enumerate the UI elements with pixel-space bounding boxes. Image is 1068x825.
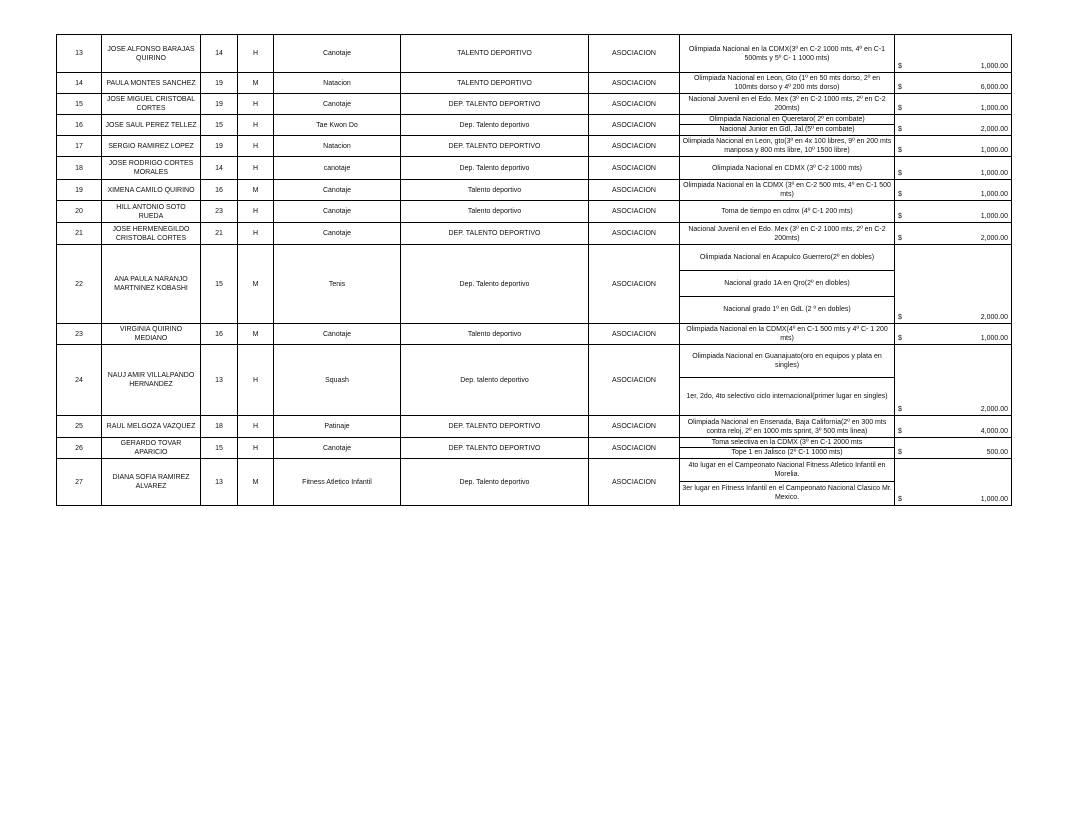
currency-symbol: $ <box>898 335 902 342</box>
athlete-name: JOSE SAUL PEREZ TELLEZ <box>102 115 201 136</box>
achievement-text: Nacional Juvenil en el Edo. Mex (3º en C-2 1000 mts, 2º en C-2 200mts) <box>688 96 886 112</box>
athlete-name: DIANA SOFIA RAMIREZ ALVAREZ <box>102 459 201 506</box>
achievement-text: Nacional grado 1º en GdL (2 º en dobles) <box>680 296 894 322</box>
row-number: 17 <box>57 136 102 157</box>
athlete-age: 19 <box>201 73 238 94</box>
amount-cell <box>895 35 1012 73</box>
amount-value: 1,000.00 <box>980 191 1008 198</box>
row-number: 14 <box>57 73 102 94</box>
athlete-sport: Squash <box>274 345 401 416</box>
amount-value: 1,000.00 <box>980 496 1008 503</box>
achievements-cell <box>680 115 895 136</box>
athlete-age: 21 <box>201 223 238 245</box>
program-name: DEP. TALENTO DEPORTIVO <box>401 416 589 438</box>
achievement-text: Olimpiada Nacional en CDMX (3º C-2 1000 mts) <box>711 164 862 172</box>
athlete-age: 19 <box>201 136 238 157</box>
achievement-text: Olimpiada Nacional en Leon, gto(3º en 4x 100 libres, 9º en 200 mts mariposa y 800 mts libre, 10º 1500 libre) <box>682 138 892 154</box>
row-number: 19 <box>57 180 102 201</box>
amount-cell <box>895 157 1012 180</box>
athlete-name: JOSE RODRIGO CORTES MORALES <box>102 157 201 180</box>
athlete-sex: H <box>238 416 274 438</box>
amount-value: 1,000.00 <box>980 105 1008 112</box>
athlete-age: 13 <box>201 345 238 416</box>
program-name: Dep. talento deportivo <box>401 345 589 416</box>
amount-value: 1,000.00 <box>980 170 1008 177</box>
amount-cell <box>895 324 1012 345</box>
athlete-name: RAUL MELGOZA VAZQUEZ <box>102 416 201 438</box>
athlete-sex: M <box>238 459 274 506</box>
athlete-sex: H <box>238 157 274 180</box>
program-name: TALENTO DEPORTIVO <box>401 73 589 94</box>
achievement-text: Toma de tiempo en cdmx (4º C-1 200 mts) <box>721 208 853 215</box>
athlete-sex: M <box>238 245 274 324</box>
achievements-cell <box>680 345 895 416</box>
row-number: 18 <box>57 157 102 180</box>
athlete-sex: H <box>238 94 274 115</box>
organization-type: ASOCIACION <box>589 73 680 94</box>
athlete-sport: Tae Kwon Do <box>274 115 401 136</box>
currency-symbol: $ <box>898 84 902 91</box>
achievement-text: Toma selectiva en la CDMX (3º en C-1 2000 mts <box>711 439 863 446</box>
achievement-text: Olimpiada Nacional en Leon, Gto (1º en 50 mts dorso, 2º en 100mts dorso y 4º 200 mts dorso) <box>693 75 881 91</box>
currency-symbol: $ <box>898 191 902 198</box>
athlete-name: XIMENA CAMILO QUIRINO <box>102 180 201 201</box>
athlete-sex: H <box>238 345 274 416</box>
amount-value: 6,000.00 <box>980 84 1008 91</box>
program-name: DEP. TALENTO DEPORTIVO <box>401 136 589 157</box>
athlete-sport: Natacion <box>274 136 401 157</box>
athlete-age: 14 <box>201 35 238 73</box>
athlete-age: 15 <box>201 245 238 324</box>
amount-value: 1,000.00 <box>980 335 1008 342</box>
athlete-age: 18 <box>201 416 238 438</box>
athlete-name: JOSE HERMENEGILDO CRISTOBAL CORTES <box>102 223 201 245</box>
amount-cell <box>895 73 1012 94</box>
amount-cell <box>895 416 1012 438</box>
row-number: 25 <box>57 416 102 438</box>
currency-symbol: $ <box>898 105 902 112</box>
table-row <box>57 416 1012 438</box>
athlete-age: 23 <box>201 201 238 223</box>
athlete-sport: Fitness Atletico Infantil <box>274 459 401 506</box>
amount-value: 500.00 <box>986 449 1008 456</box>
athlete-name: ANA PAULA NARANJO MARTNINEZ KOBASHI <box>102 245 201 324</box>
athlete-name: HILL ANTONIO SOTO RUEDA <box>102 201 201 223</box>
achievement-text: Olimpiada Nacional en Queretaro( 2º en combate) <box>709 116 865 123</box>
organization-type: ASOCIACION <box>589 245 680 324</box>
organization-type: ASOCIACION <box>589 35 680 73</box>
table-row <box>57 201 1012 223</box>
athletes-table <box>56 34 1012 506</box>
athlete-name: PAULA MONTES SANCHEZ <box>102 73 201 94</box>
row-number: 15 <box>57 94 102 115</box>
organization-type: ASOCIACION <box>589 345 680 416</box>
athlete-sport: Canotaje <box>274 201 401 223</box>
athlete-age: 16 <box>201 324 238 345</box>
achievement-text: Nacional Juvenil en el Edo. Mex (3º en C-2 1000 mts, 2º en C-2 200mts) <box>688 225 886 242</box>
program-name: DEP. TALENTO DEPORTIVO <box>401 223 589 245</box>
achievements-cell <box>680 459 895 506</box>
achievement-text: Olimpiada Nacional en Ensenada, Baja California(2º en 300 mts contra reloj, 2º en 1000 mts sprint, 3º 500 mts linea) <box>687 418 887 435</box>
currency-symbol: $ <box>898 496 902 503</box>
athlete-name: VIRGINIA QUIRINO MEDIANO <box>102 324 201 345</box>
amount-cell <box>895 115 1012 136</box>
program-name: Dep. Talento deportivo <box>401 459 589 506</box>
athlete-age: 16 <box>201 180 238 201</box>
amount-cell <box>895 223 1012 245</box>
currency-symbol: $ <box>898 428 902 435</box>
amount-value: 1,000.00 <box>980 63 1008 70</box>
program-name: Talento deportivo <box>401 324 589 345</box>
row-number: 13 <box>57 35 102 73</box>
row-number: 26 <box>57 438 102 459</box>
achievements-cell <box>680 180 895 201</box>
achievement-text: Nacional Junior en Gdl, Jal.(5º en combate) <box>680 124 894 134</box>
program-name: TALENTO DEPORTIVO <box>401 35 589 73</box>
row-number: 23 <box>57 324 102 345</box>
currency-symbol: $ <box>898 406 902 413</box>
organization-type: ASOCIACION <box>589 136 680 157</box>
table-row <box>57 136 1012 157</box>
row-number: 24 <box>57 345 102 416</box>
achievements-cell <box>680 94 895 115</box>
amount-cell <box>895 245 1012 324</box>
program-name: Dep. Talento deportivo <box>401 115 589 136</box>
athlete-sport: Natacion <box>274 73 401 94</box>
program-name: Talento deportivo <box>401 201 589 223</box>
athlete-sport: Canotaje <box>274 180 401 201</box>
athlete-sex: M <box>238 324 274 345</box>
achievements-cell <box>680 136 895 157</box>
organization-type: ASOCIACION <box>589 201 680 223</box>
athlete-age: 14 <box>201 157 238 180</box>
organization-type: ASOCIACION <box>589 157 680 180</box>
table-row <box>57 324 1012 345</box>
currency-symbol: $ <box>898 235 902 242</box>
organization-type: ASOCIACION <box>589 115 680 136</box>
athlete-sport: Canotaje <box>274 94 401 115</box>
athlete-sex: H <box>238 201 274 223</box>
athlete-sex: M <box>238 73 274 94</box>
amount-value: 2,000.00 <box>980 126 1008 133</box>
amount-value: 2,000.00 <box>980 406 1008 413</box>
table-row <box>57 157 1012 180</box>
athlete-sex: H <box>238 115 274 136</box>
achievement-text: 4to lugar en el Campeonato Nacional Fitness Atletico Infantil en Morelia. <box>688 462 886 478</box>
organization-type: ASOCIACION <box>589 223 680 245</box>
currency-symbol: $ <box>898 170 902 177</box>
currency-symbol: $ <box>898 126 902 133</box>
athlete-name: GERARDO TOVAR APARICIO <box>102 438 201 459</box>
table-row <box>57 180 1012 201</box>
program-name: DEP. TALENTO DEPORTIVO <box>401 438 589 459</box>
achievement-text: Nacional grado 1A en Qro(2º en dlobles) <box>680 270 894 296</box>
achievements-cell <box>680 438 895 459</box>
currency-symbol: $ <box>898 63 902 70</box>
athlete-sex: H <box>238 35 274 73</box>
athlete-name: JOSE ALFONSO BARAJAS QUIRINO <box>102 35 201 73</box>
row-number: 22 <box>57 245 102 324</box>
athlete-sport: Tenis <box>274 245 401 324</box>
athlete-sex: M <box>238 180 274 201</box>
athlete-age: 13 <box>201 459 238 506</box>
amount-cell <box>895 438 1012 459</box>
amount-cell <box>895 459 1012 506</box>
organization-type: ASOCIACION <box>589 416 680 438</box>
row-number: 20 <box>57 201 102 223</box>
currency-symbol: $ <box>898 314 902 321</box>
organization-type: ASOCIACION <box>589 180 680 201</box>
amount-cell <box>895 94 1012 115</box>
athlete-sport: canotaje <box>274 157 401 180</box>
athlete-sport: Patinaje <box>274 416 401 438</box>
amount-value: 4,000.00 <box>980 428 1008 435</box>
table-row <box>57 245 1012 324</box>
achievement-text: 3er lugar en Fitness Infantil en el Campeonato Nacional Clasico Mr. Mexico. <box>680 481 894 504</box>
amount-cell <box>895 180 1012 201</box>
athlete-name: NAUJ AMIR VILLALPANDO HERNANDEZ <box>102 345 201 416</box>
table-row <box>57 223 1012 245</box>
athlete-sport: Canotaje <box>274 223 401 245</box>
row-number: 16 <box>57 115 102 136</box>
achievements-cell <box>680 223 895 245</box>
achievements-cell <box>680 157 895 180</box>
athlete-sport: Canotaje <box>274 35 401 73</box>
achievements-cell <box>680 324 895 345</box>
program-name: DEP. TALENTO DEPORTIVO <box>401 94 589 115</box>
athlete-sex: H <box>238 136 274 157</box>
amount-cell <box>895 201 1012 223</box>
amount-value: 1,000.00 <box>980 147 1008 154</box>
scholarship-table-page <box>56 34 1012 506</box>
achievement-text: Olimpiada Nacional en Acapulco Guerrero(2º en dobles) <box>699 254 875 261</box>
program-name: Dep. Talento deportivo <box>401 157 589 180</box>
organization-type: ASOCIACION <box>589 459 680 506</box>
table-row <box>57 345 1012 416</box>
athlete-name: JOSE MIGUEL CRISTOBAL CORTES <box>102 94 201 115</box>
table-row <box>57 438 1012 459</box>
athlete-sex: H <box>238 438 274 459</box>
table-row <box>57 73 1012 94</box>
table-row <box>57 35 1012 73</box>
currency-symbol: $ <box>898 147 902 154</box>
program-name: Talento deportivo <box>401 180 589 201</box>
amount-cell <box>895 136 1012 157</box>
athlete-sex: H <box>238 223 274 245</box>
currency-symbol: $ <box>898 449 902 456</box>
achievement-text: Olimpiada Nacional en la CDMX(3º en C-2 1000 mts, 4º en C-1 500mts y 5º C- 1 1000 mts) <box>688 45 886 62</box>
organization-type: ASOCIACION <box>589 94 680 115</box>
achievement-text: Tope 1 en Jalisco (2º C-1 1000 mts) <box>680 447 894 457</box>
athlete-sport: Canotaje <box>274 438 401 459</box>
amount-value: 1,000.00 <box>980 213 1008 220</box>
achievement-text: Olimpiada Nacional en la CDMX(4º en C-1 500 mts y 4º C- 1 200 mts) <box>686 326 888 342</box>
row-number: 27 <box>57 459 102 506</box>
athlete-age: 19 <box>201 94 238 115</box>
achievements-cell <box>680 416 895 438</box>
table-row <box>57 459 1012 506</box>
amount-cell <box>895 345 1012 416</box>
amount-value: 2,000.00 <box>980 235 1008 242</box>
table-body <box>57 35 1012 506</box>
currency-symbol: $ <box>898 213 902 220</box>
table-row <box>57 94 1012 115</box>
achievements-cell <box>680 73 895 94</box>
athlete-age: 15 <box>201 438 238 459</box>
achievement-text: Olimpiada Nacional en Guanajuato(oro en equipos y plata en singles) <box>692 353 882 369</box>
achievement-text: Olimpiada Nacional en la CDMX (3º en C-2 500 mts, 4º en C-1 500 mts) <box>683 182 891 198</box>
program-name: Dep. Talento deportivo <box>401 245 589 324</box>
amount-value: 2,000.00 <box>980 314 1008 321</box>
organization-type: ASOCIACION <box>589 324 680 345</box>
athlete-age: 15 <box>201 115 238 136</box>
organization-type: ASOCIACION <box>589 438 680 459</box>
table-row <box>57 115 1012 136</box>
achievements-cell <box>680 35 895 73</box>
row-number: 21 <box>57 223 102 245</box>
achievements-cell <box>680 245 895 324</box>
athlete-sport: Canotaje <box>274 324 401 345</box>
achievements-cell <box>680 201 895 223</box>
achievement-text: 1er, 2do, 4to selectivo ciclo internacional(primer lugar en singles) <box>680 377 894 414</box>
athlete-name: SERGIO RAMIREZ LOPEZ <box>102 136 201 157</box>
